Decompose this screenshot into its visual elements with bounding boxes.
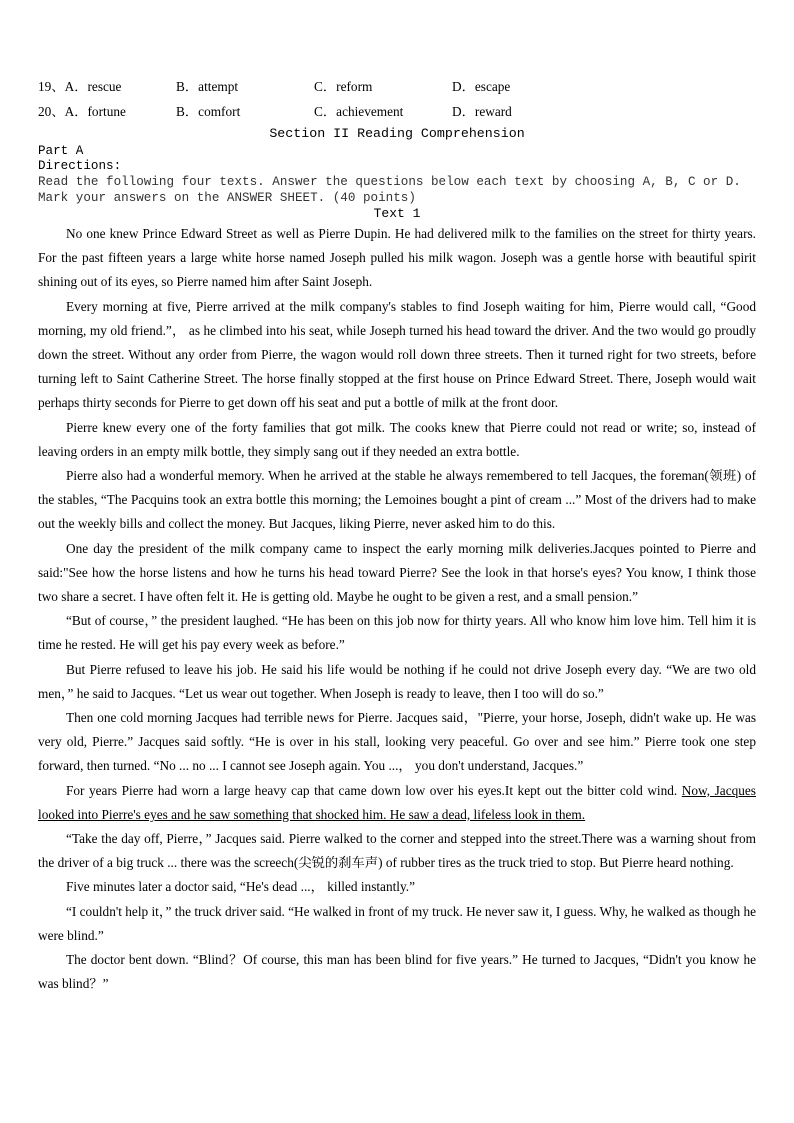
option-b: B．attempt [176, 79, 239, 94]
question-number: 20、 [38, 104, 65, 119]
paragraph: Pierre knew every one of the forty families that got milk. The cooks knew that Pierre could not read or write; so, instead of leaving orders in an empty milk bottle, they simply sang out if they needed an extra bottle. [38, 419, 756, 459]
directions-label: Directions: [38, 159, 122, 173]
paragraph: But Pierre refused to leave his job. He said his life would be nothing if he could not drive Joseph every day. “We are two old men，” he said to Jacques. “Let us wear out together. When Joseph is ready to leave, then I too will do so.” [38, 661, 756, 701]
text-title: Text 1 [373, 206, 421, 221]
option-d: D．escape [452, 79, 511, 94]
option-a-text: A．rescue [64, 79, 122, 94]
option-a [38, 74, 121, 99]
document-page [38, 74, 756, 997]
section-title: Section II Reading Comprehension [269, 126, 525, 141]
question-options [38, 74, 756, 124]
question-number: 19、 [38, 79, 65, 94]
paragraph: One day the president of the milk company came to inspect the early morning milk deliveries.Jacques pointed to Pierre and said:"See how the horse listens and how he turns his head toward Pierre? See the look in that horse's eyes? You know, I think those two share a secret. I have often felt it. He is getting old. Maybe he ought to be given a rest, and a small pension.” [38, 540, 756, 605]
part-label: Part A [38, 144, 84, 158]
paragraph-underlined [38, 779, 756, 827]
paragraph: Every morning at five, Pierre arrived at the milk company's stables to find Joseph waiting for him, Pierre would call, “Good morning, my old friend.”， as he climbed into his seat, while Joseph turned his head toward the driver. And the two would go proudly down the street. Without any order from Pierre, the wagon would roll down three streets. Then it turned right for two streets, before turning left to Saint Catherine Street. The horse finally stopped at the first house on Prince Edward Street. There, Joseph would wait perhaps thirty seconds for Pierre to get down off his seat and put a bottle of milk at the front door. [38, 298, 756, 411]
option-c: C．achievement [314, 104, 404, 119]
directions-text: Read the following four texts. Answer the questions below each text by choosing A, B, C or D. Mark your answers on the ANSWER SHEET. (40 points) [38, 175, 741, 205]
option-a-text: A．fortune [64, 104, 126, 119]
option-c: C．reform [314, 79, 373, 94]
paragraph: “But of course，” the president laughed. “He has been on this job now for thirty years. All who know him love him. Tell him it is time he rested. He will get his pay every week as before.” [38, 613, 756, 653]
question-20 [38, 99, 756, 124]
passage [38, 222, 756, 997]
option-d: D．reward [452, 104, 512, 119]
paragraph: Then one cold morning Jacques had terrible news for Pierre. Jacques said，"Pierre, your horse, Joseph, didn't wake up. He was very old, Pierre.” Jacques said softly. “He is over in his stall, looking very peaceful. Go over and see him.” Pierre took one step forward, then turned. “No ... no ... I cannot see Joseph again. You ...， you don't understand, Jacques.” [38, 710, 756, 774]
paragraph: Pierre also had a wonderful memory. When he arrived at the stable he always remembered to tell Jacques, the foreman(领班) of the stables, “The Pacquins took an extra bottle this morning; the Lemoines bought a pint of cream ...” Most of the drivers had to make out the weekly bills and collect the money. But Jacques, liking Pierre, never asked him to do this. [38, 468, 756, 532]
paragraph: Five minutes later a doctor said, “He's dead ...， killed instantly.” [66, 879, 416, 895]
underlined-sentence: Now, Jacques looked into Pierre's eyes and he saw something that shocked him. He saw a dead, lifeless look in them. [38, 782, 756, 822]
paragraph: “I couldn't help it，” the truck driver said. “He walked in front of my truck. He never saw it, I guess. Why, he walked as though he were blind.” [38, 903, 756, 943]
option-b: B．comfort [176, 104, 241, 119]
paragraph: The doctor bent down. “Blind？Of course, this man has been blind for five years.” He turned to Jacques, “Didn't you know he was blind？” [38, 952, 756, 992]
option-a [38, 99, 126, 124]
paragraph: No one knew Prince Edward Street as well as Pierre Dupin. He had delivered milk to the families on the street for thirty years. For the past fifteen years a large white horse named Joseph pulled his milk wagon. Joseph was a gentle horse with beautiful spirit shining out of its eyes, so Pierre named him after Saint Joseph. [38, 226, 756, 290]
question-19 [38, 74, 756, 99]
paragraph-plain-part: For years Pierre had worn a large heavy cap that came down low over his eyes.It kept out the bitter cold wind. [66, 782, 682, 798]
paragraph: “Take the day off, Pierre，” Jacques said. Pierre walked to the corner and stepped into the street.There was a warning shout from the driver of a big truck ... there was the screech(尖锐的刹车声) of rubber tires as the truck tried to stop. But Pierre heard nothing. [38, 831, 756, 871]
